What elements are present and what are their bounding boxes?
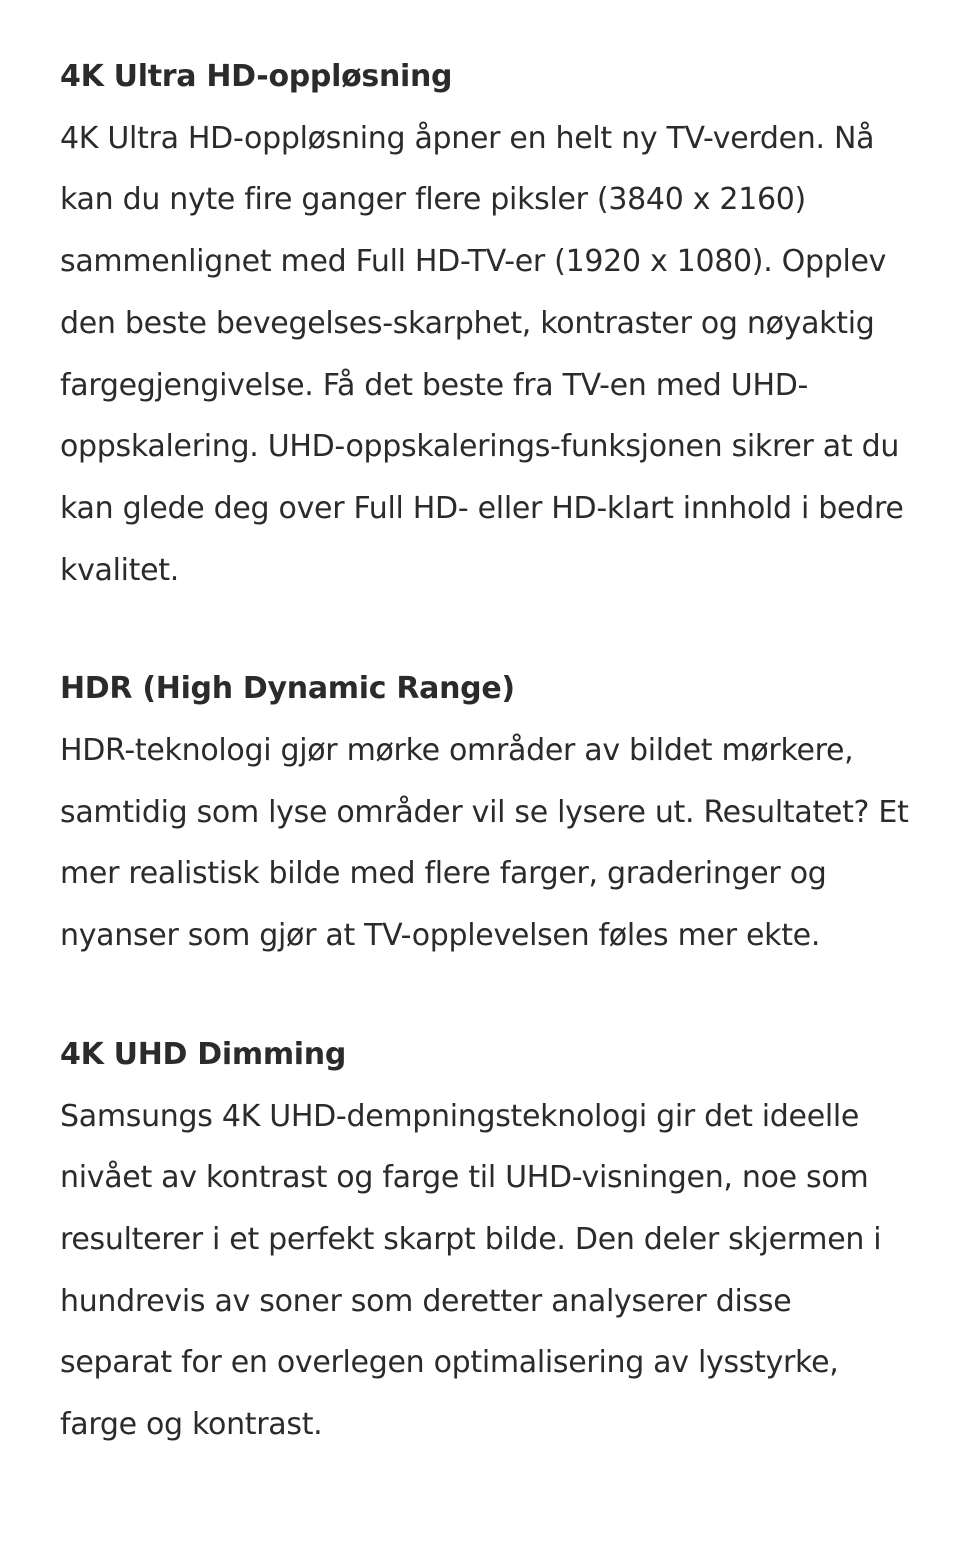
section-title: 4K UHD Dimming: [60, 1036, 347, 1072]
section-title: 4K Ultra HD-oppløsning: [60, 59, 453, 94]
feature-description-content: [60, 46, 910, 1456]
feature-section-hdr: [60, 658, 910, 967]
section-body: 4K Ultra HD-oppløsning åpner en helt ny TV-verden. Nå kan du nyte fire ganger flere piksler (3840 x 2160) sammenlignet med Full HD-TV-er (1920 x 1080). Opplev den beste bevegelses-skarphet, kontraster og nøyaktig fargegjengivelse. Få det beste fra TV-en med UHD-oppskalering. UHD-oppskalerings-funksjonen sikrer at du kan glede deg over Full HD- eller HD-klart innhold i bedre kvalitet.: [60, 120, 904, 588]
feature-section-4k-uhd-dimming: [60, 1024, 910, 1456]
section-body: HDR-teknologi gjør mørke områder av bildet mørkere, samtidig som lyse områder vil se lysere ut. Resultatet? Et mer realistisk bilde med flere farger, graderinger og nyanser som gjør at TV-opplevelsen føles mer ekte.: [60, 733, 909, 954]
section-title: HDR (High Dynamic Range): [60, 671, 515, 707]
feature-section-4k-ultra-hd: [60, 46, 910, 601]
section-body: Samsungs 4K UHD-dempningsteknologi gir det ideelle nivået av kontrast og farge til UHD-visningen, noe som resulterer i et perfekt skarpt bilde. Den deler skjermen i hundrevis av soner som deretter analyserer disse separat for en overlegen optimalisering av lysstyrke, farge og kontrast.: [60, 1098, 882, 1443]
